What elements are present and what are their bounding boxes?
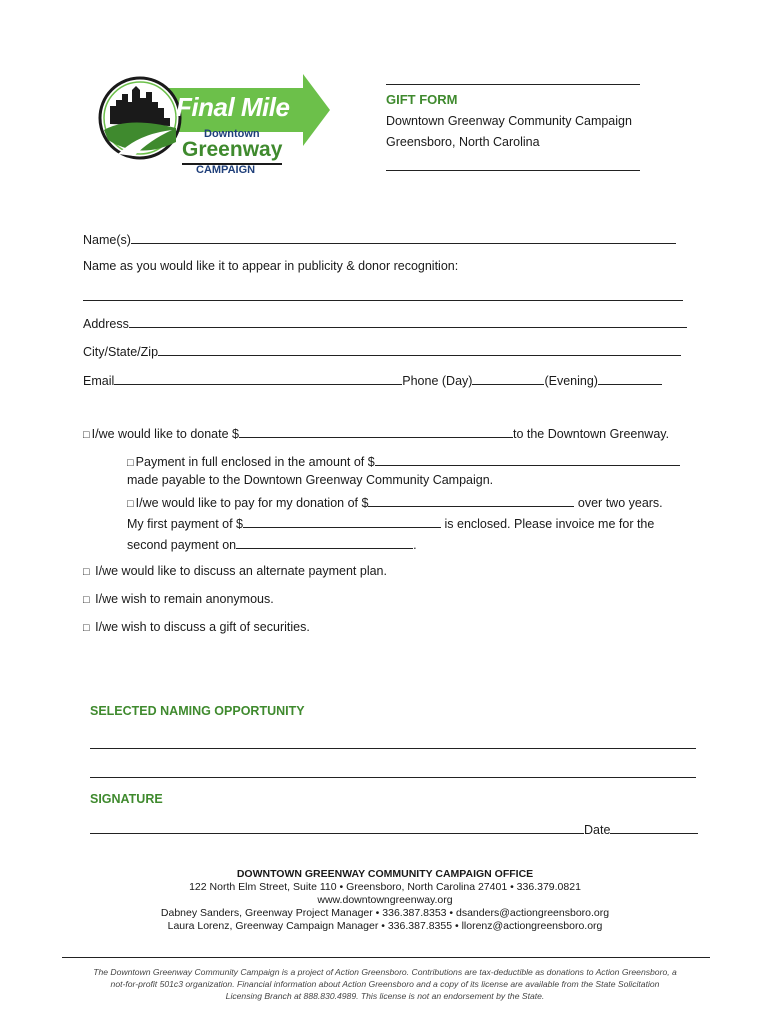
- full-payment-input[interactable]: [375, 453, 680, 466]
- disclaimer-line-1: The Downtown Greenway Community Campaign is a project of Action Greensboro. Contributions are tax-deductible as donations to Action Greensboro, a: [93, 967, 677, 977]
- header-rule-bottom: [386, 170, 640, 171]
- evening-label: (Evening): [544, 374, 598, 388]
- email-label: Email: [83, 374, 115, 388]
- names-input[interactable]: [131, 231, 676, 244]
- signature-input[interactable]: [90, 821, 584, 834]
- donate-amount-input[interactable]: [239, 425, 513, 438]
- alternate-label: I/we would like to discuss an alternate payment plan.: [95, 564, 387, 578]
- publicity-input[interactable]: [83, 300, 683, 301]
- form-title: GIFT FORM: [386, 92, 458, 107]
- naming-heading: SELECTED NAMING OPPORTUNITY: [90, 704, 305, 718]
- first-payment-label: My first payment of $: [127, 517, 244, 531]
- campaign-logo: [98, 72, 338, 180]
- payable-text: made payable to the Downtown Greenway Community Campaign.: [127, 473, 494, 487]
- first-payment-suffix: is enclosed. Please invoice me for the: [444, 517, 655, 531]
- logo-final-mile: Final Mile: [176, 92, 290, 122]
- disclaimer: [40, 966, 730, 1002]
- names-row: [83, 231, 676, 247]
- two-years-checkbox[interactable]: □: [127, 498, 134, 510]
- campaign-location: Greensboro, North Carolina: [386, 135, 540, 149]
- office-address: 122 North Elm Street, Suite 110 • Greensboro, North Carolina 27401 • 336.379.0821: [189, 881, 581, 893]
- office-contact-1: Dabney Sanders, Greenway Project Manager • 336.387.8353 • dsanders@actiongreensboro.org: [160, 907, 610, 919]
- donate-row: [83, 425, 669, 441]
- naming-input-2[interactable]: [90, 777, 696, 778]
- naming-input-1[interactable]: [90, 748, 696, 749]
- anonymous-label: I/we wish to remain anonymous.: [95, 592, 274, 606]
- securities-checkbox[interactable]: □: [83, 622, 90, 634]
- office-title: DOWNTOWN GREENWAY COMMUNITY CAMPAIGN OFFICE: [236, 868, 534, 880]
- anonymous-checkbox[interactable]: □: [83, 594, 90, 606]
- city-input[interactable]: [158, 343, 681, 356]
- evening-input[interactable]: [598, 372, 662, 385]
- names-label: Name(s): [83, 233, 131, 247]
- securities-label: I/we wish to discuss a gift of securities.: [95, 620, 310, 634]
- two-years-suffix: over two years.: [577, 496, 663, 510]
- donate-suffix: to the Downtown Greenway.: [512, 427, 670, 441]
- office-block: [60, 868, 710, 933]
- logo-greenway: Greenway: [182, 138, 282, 165]
- first-payment-row: [127, 515, 654, 531]
- donate-label: I/we would like to donate $: [91, 427, 239, 441]
- publicity-label: Name as you would like it to appear in publicity & donor recognition:: [83, 259, 459, 273]
- second-payment-row: [127, 536, 417, 552]
- disclaimer-line-3: Licensing Branch at 888.830.4989. This license is not an endorsement by the State.: [225, 991, 545, 1001]
- disclaimer-line-2: not-for-profit 501c3 organization. Financial information about Action Greensboro and a copy of its license are available from the State Solicitation: [110, 979, 660, 989]
- email-row: [83, 372, 662, 388]
- header-rule-top: [386, 84, 640, 85]
- logo-downtown: Downtown: [204, 128, 260, 140]
- full-payment-row: [127, 453, 680, 469]
- two-years-row: [127, 494, 663, 510]
- donate-checkbox[interactable]: □: [83, 429, 90, 441]
- city-row: [83, 343, 681, 359]
- address-label: Address: [83, 317, 129, 331]
- first-payment-input[interactable]: [243, 515, 441, 528]
- email-input[interactable]: [114, 372, 402, 385]
- footer-divider: [62, 957, 710, 958]
- office-contact-2: Laura Lorenz, Greenway Campaign Manager • 336.387.8355 • llorenz@actiongreensboro.org: [167, 920, 603, 932]
- date-input[interactable]: [610, 821, 698, 834]
- full-payment-label: Payment in full enclosed in the amount of $: [135, 455, 375, 469]
- signature-row: [90, 821, 698, 837]
- alternate-checkbox[interactable]: □: [83, 566, 90, 578]
- second-payment-label: second payment on: [127, 538, 237, 552]
- address-row: [83, 315, 687, 331]
- second-payment-period: .: [413, 538, 417, 552]
- city-label: City/State/Zip: [83, 345, 159, 359]
- logo-campaign: CAMPAIGN: [196, 164, 256, 176]
- alternate-row: [83, 564, 387, 578]
- campaign-name: Downtown Greenway Community Campaign: [386, 114, 632, 128]
- phone-day-label: Phone (Day): [402, 374, 473, 388]
- full-payment-checkbox[interactable]: □: [127, 457, 134, 469]
- securities-row: [83, 620, 310, 634]
- signature-heading: SIGNATURE: [90, 792, 163, 806]
- anonymous-row: [83, 592, 274, 606]
- date-label: Date: [584, 823, 611, 837]
- phone-day-input[interactable]: [472, 372, 544, 385]
- two-years-input[interactable]: [368, 494, 574, 507]
- address-input[interactable]: [129, 315, 687, 328]
- second-payment-input[interactable]: [236, 536, 413, 549]
- office-website[interactable]: www.downtowngreenway.org: [317, 894, 453, 906]
- two-years-label: I/we would like to pay for my donation of $: [135, 496, 369, 510]
